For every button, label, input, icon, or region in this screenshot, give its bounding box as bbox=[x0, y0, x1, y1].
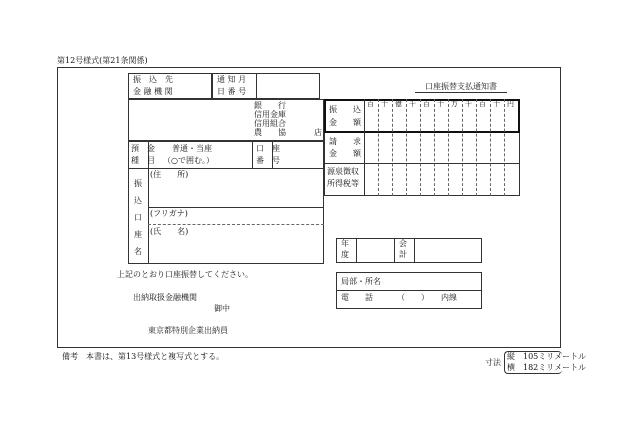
treasurer-title: 東京都特別企業出納員 bbox=[148, 326, 228, 335]
tax-label: 源泉徴収 bbox=[327, 167, 359, 176]
transfer-amount-label-2: 金 額 bbox=[329, 118, 361, 127]
recipient-bank-label-2: 金 融 機 関 bbox=[133, 87, 173, 96]
holder-label-char: 口 bbox=[134, 213, 142, 222]
digit-header: 十 bbox=[437, 100, 444, 108]
holder-name-field[interactable] bbox=[150, 238, 322, 262]
department-label: 局部・所名 bbox=[341, 277, 381, 286]
account-section-field[interactable] bbox=[416, 240, 480, 261]
name-label: (氏 名) bbox=[150, 227, 189, 236]
transfer-request-statement: 上記のとおり口座振替してください。 bbox=[117, 270, 253, 279]
phone-label: 電 話 bbox=[341, 293, 373, 302]
deposit-type-note: （○で囲む。） bbox=[163, 156, 214, 165]
notice-number-label-2: 日 番 号 bbox=[217, 87, 247, 96]
account-section-label-2: 計 bbox=[399, 250, 407, 259]
bank-name-box[interactable] bbox=[128, 99, 324, 141]
account-number-label: 口 座 bbox=[256, 144, 280, 153]
tax-amount-field[interactable] bbox=[366, 165, 518, 194]
transfer-amount-field[interactable] bbox=[366, 110, 518, 131]
holder-label-char: 込 bbox=[134, 196, 142, 205]
size-horizontal: 横 182ミリメートル bbox=[507, 363, 587, 372]
form-title: 口座振替支払通知書 bbox=[415, 83, 507, 93]
digit-header: 百 bbox=[423, 100, 430, 108]
handling-bank-label: 出納取扱金融機関 bbox=[133, 293, 197, 302]
bank-type-shinkin: 信用金庫 bbox=[254, 110, 286, 119]
address-field[interactable] bbox=[150, 181, 322, 205]
claim-amount-label-2: 金 額 bbox=[329, 149, 361, 158]
account-number-field[interactable] bbox=[274, 143, 322, 166]
recipient-bank-label: 振 込 先 bbox=[133, 75, 173, 84]
furigana-label: (フリガナ) bbox=[150, 209, 188, 218]
fiscal-year-field[interactable] bbox=[358, 240, 392, 261]
notice-number-label: 通 知 月 bbox=[217, 75, 247, 84]
notice-number-field[interactable] bbox=[258, 75, 318, 97]
digit-header: 百 bbox=[479, 100, 486, 108]
deposit-type-options[interactable]: 普通・当座 bbox=[172, 144, 212, 153]
phone-field[interactable]: （ ） 内線 bbox=[397, 293, 457, 302]
deposit-type-label: 預 金 bbox=[131, 144, 155, 153]
digit-header: 十 bbox=[381, 100, 388, 108]
holder-label-char: 名 bbox=[134, 247, 142, 256]
form-header: 第12号様式(第21条関係) bbox=[57, 56, 148, 65]
digit-header: 億 bbox=[395, 100, 402, 108]
address-label: (住 所) bbox=[150, 170, 189, 179]
size-label: 寸法 bbox=[485, 358, 501, 367]
digit-header: 千 bbox=[409, 100, 416, 108]
digit-header: 円 bbox=[507, 100, 514, 108]
honorific: 御中 bbox=[214, 304, 230, 313]
footer-note: 備考 本書は、第13号様式と複写式とする。 bbox=[62, 352, 225, 361]
claim-amount-label: 請 求 bbox=[329, 137, 361, 146]
fiscal-year-label: 年 bbox=[341, 239, 349, 248]
bank-type-kumiai: 信用組合 bbox=[254, 119, 286, 128]
department-field[interactable] bbox=[384, 274, 480, 289]
digit-header: 百 bbox=[367, 100, 374, 108]
account-section-label: 会 bbox=[399, 239, 407, 248]
holder-label-char: 座 bbox=[134, 230, 142, 239]
size-vertical: 縦 105ミリメートル bbox=[507, 352, 587, 361]
fiscal-year-label-2: 度 bbox=[341, 250, 349, 259]
transfer-amount-label: 振 込 bbox=[329, 105, 361, 114]
digit-header: 十 bbox=[493, 100, 500, 108]
bank-type-nokyo: 農 協 bbox=[254, 128, 286, 137]
account-number-label-2: 番 号 bbox=[256, 156, 280, 165]
digit-header: 万 bbox=[451, 100, 458, 108]
holder-label-char: 振 bbox=[134, 179, 142, 188]
tax-label-2: 所得税等 bbox=[327, 179, 359, 188]
branch-label: 店 bbox=[314, 128, 322, 137]
deposit-type-label-2: 種 目 bbox=[131, 156, 155, 165]
digit-header: 千 bbox=[465, 100, 472, 108]
claim-amount-field[interactable] bbox=[366, 135, 518, 161]
bank-type-bank: 銀 行 bbox=[254, 101, 286, 110]
